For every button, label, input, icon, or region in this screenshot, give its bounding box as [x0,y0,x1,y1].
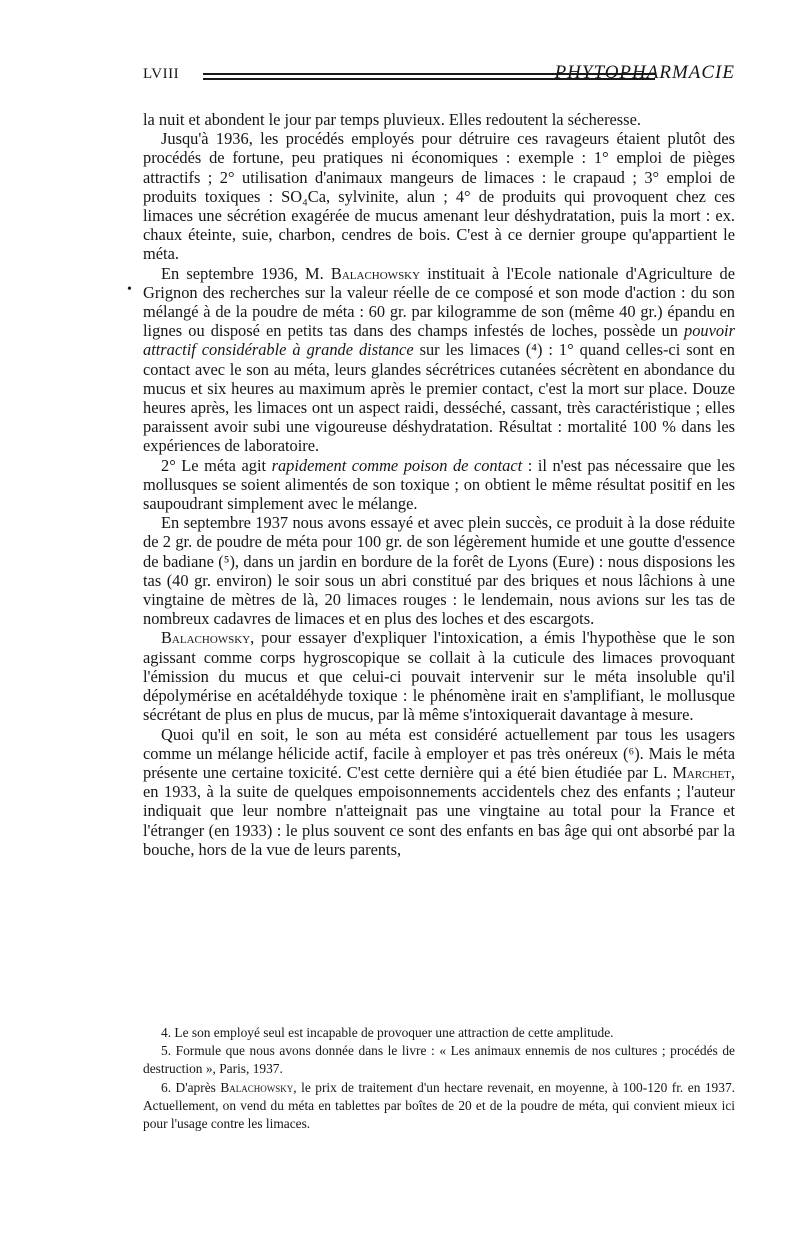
paragraph-3-text-a: En septembre 1936, M. [161,263,331,283]
footnote-6 [143,1079,735,1134]
main-text [143,110,735,859]
footnote-5: 5. Formule que nous avons donnée dans le livre : « Les animaux ennemis de nos cultures ; procédés de destruction », Paris, 1937. [143,1043,735,1077]
paragraph-7-text-b: , en 1933, à la suite de quelques empoisonnements accidentels chez des enfants ; l'auteur indiquait que leur nombre n'atteignait pas une vingtaine au total pour la France et l'étranger (en 1933) : le plus souvent ce sont des enfants en bas âge qui ont absorbé par la bouche, hors de la vue de leurs parents, [143,762,735,859]
footnote-6-text-b: , le prix de traitement d'un hectare revenait, en moyenne, à 100-120 fr. en 1937. Actuellement, on vend du méta en tablettes par boîtes de 20 et de la poudre de méta, qui convient mieux ici pour l'usage contre les limaces. [143,1079,735,1132]
paragraph-3-emphasis: pouvoir attractif considérable à grande distance [143,321,735,360]
paragraph-7-text-a: Quoi qu'il en soit, le son au méta est considéré actuellement par tous les usagers comme un mélange hélicide actif, facile à employer et pas très onéreux (⁶). Mais le méta présente une certaine toxicité. C'est cette dernière qui a été bien étudiée par L. [143,724,735,782]
paragraph-2: Jusqu'à 1936, les procédés employés pour détruire ces ravageurs étaient plutôt des procédés de fortune, peu pratiques ni économiques : exemple : 1° emploi de pièges attractifs ; 2° utilisation d'animaux mangeurs de limaces : le crapaud ; 3° emploi de produits toxiques : SO₄Ca, sylvinite, alun ; 4° de produits qui provoquent chez ces limaces une sécrétion exagérée de mucus amenant leur déshydratation, puis la mort : ex. chaux éteinte, suie, charbon, cendres de bois. C'est à ce dernier groupe qu'appartient le méta. [143,129,735,264]
paragraph-5: En septembre 1937 nous avons essayé et avec plein succès, ce produit à la dose réduite de 2 gr. de poudre de méta pour 100 gr. de son légèrement humide et une goutte d'essence de badiane (⁵), dans un jardin en bordure de la forêt de Lyons (Eure) : nous disposions les tas (40 gr. environ) le soir sous un abri constitué par des briques et nous lâchions à une vingtaine de mètres de là, 20 limaces rouges : le lendemain, nous avions sur les tas de nombreux cadavres de limaces et en plus des loches et des escargots. [143,513,735,629]
margin-dot-mark: • [127,282,132,297]
paragraph-6-text: , pour essayer d'expliquer l'intoxication, a émis l'hypothèse que le son agissant comme corps hygroscopique se collait à la cuticule des limaces provoquant l'émission du mucus et que celui-ci pouvait intervenir sur le méta insoluble qu'il dépolymérise en acétaldéhyde toxique : le phénomène irait en s'amplifiant, le mollusque sécrétant de plus en plus de mucus, par là même s'intoxiquerait davantage à mesure. [143,628,735,725]
paragraph-7 [143,725,735,859]
footnotes [143,1024,735,1133]
paragraph-4-emphasis: rapidement comme poison de contact [271,455,523,475]
author-name-balachowsky: Balachowsky [220,1079,294,1095]
paragraph-1: la nuit et abondent le jour par temps pluvieux. Elles redoutent la sécheresse. [143,110,641,129]
paragraph-4-text-a: 2° Le méta agit [161,455,272,475]
footnote-6-text-a: 6. D'après [161,1079,221,1095]
journal-title: PHYTOPHARMACIE [554,62,735,83]
page-number: LVIII [143,66,180,82]
paragraph-4-text-b: : il n'est pas nécessaire que les mollusques se soient alimentés de son toxique ; on obtient le même résultat positif en les saupoudrant simplement avec le mélange. [143,455,735,514]
paragraph-4 [143,456,735,514]
running-head [143,62,735,90]
footnote-4: 4. Le son employé seul est incapable de provoquer une attraction de cette amplitude. [161,1025,614,1040]
author-name-marchet: Marchet [672,762,731,782]
paragraph-3-text-c: sur les limaces (⁴) : 1° quand celles-ci sont en contact avec le son au méta, leurs glandes sécrétrices cutanées sécrètent en abondance du mucus et six heures au maximum après le premier contact, c'est la mort sur place. Douze heures après, les limaces ont un aspect raidi, desséché, cassant, très caractéristique ; elles paraissent avoir subi une vigoureuse déshydratation. Résultat : mortalité 100 % dans les expériences de laboratoire. [143,340,735,456]
paragraph-3-text-b: instituait à l'Ecole nationale d'Agriculture de Grignon des recherches sur la valeur réelle de ce composé et son mode d'action : du son mélangé à de la poudre de méta : 60 gr. par kilogramme de son (même 40 gr.) épandu en lignes ou disposé en petits tas dans des champs infestés de loches, possède un [143,263,735,341]
author-name-balachowsky: Balachowsky [330,263,421,283]
paragraph-3 [143,264,735,456]
paragraph-6 [143,628,735,724]
author-name-balachowsky: Balachowsky [161,628,251,648]
